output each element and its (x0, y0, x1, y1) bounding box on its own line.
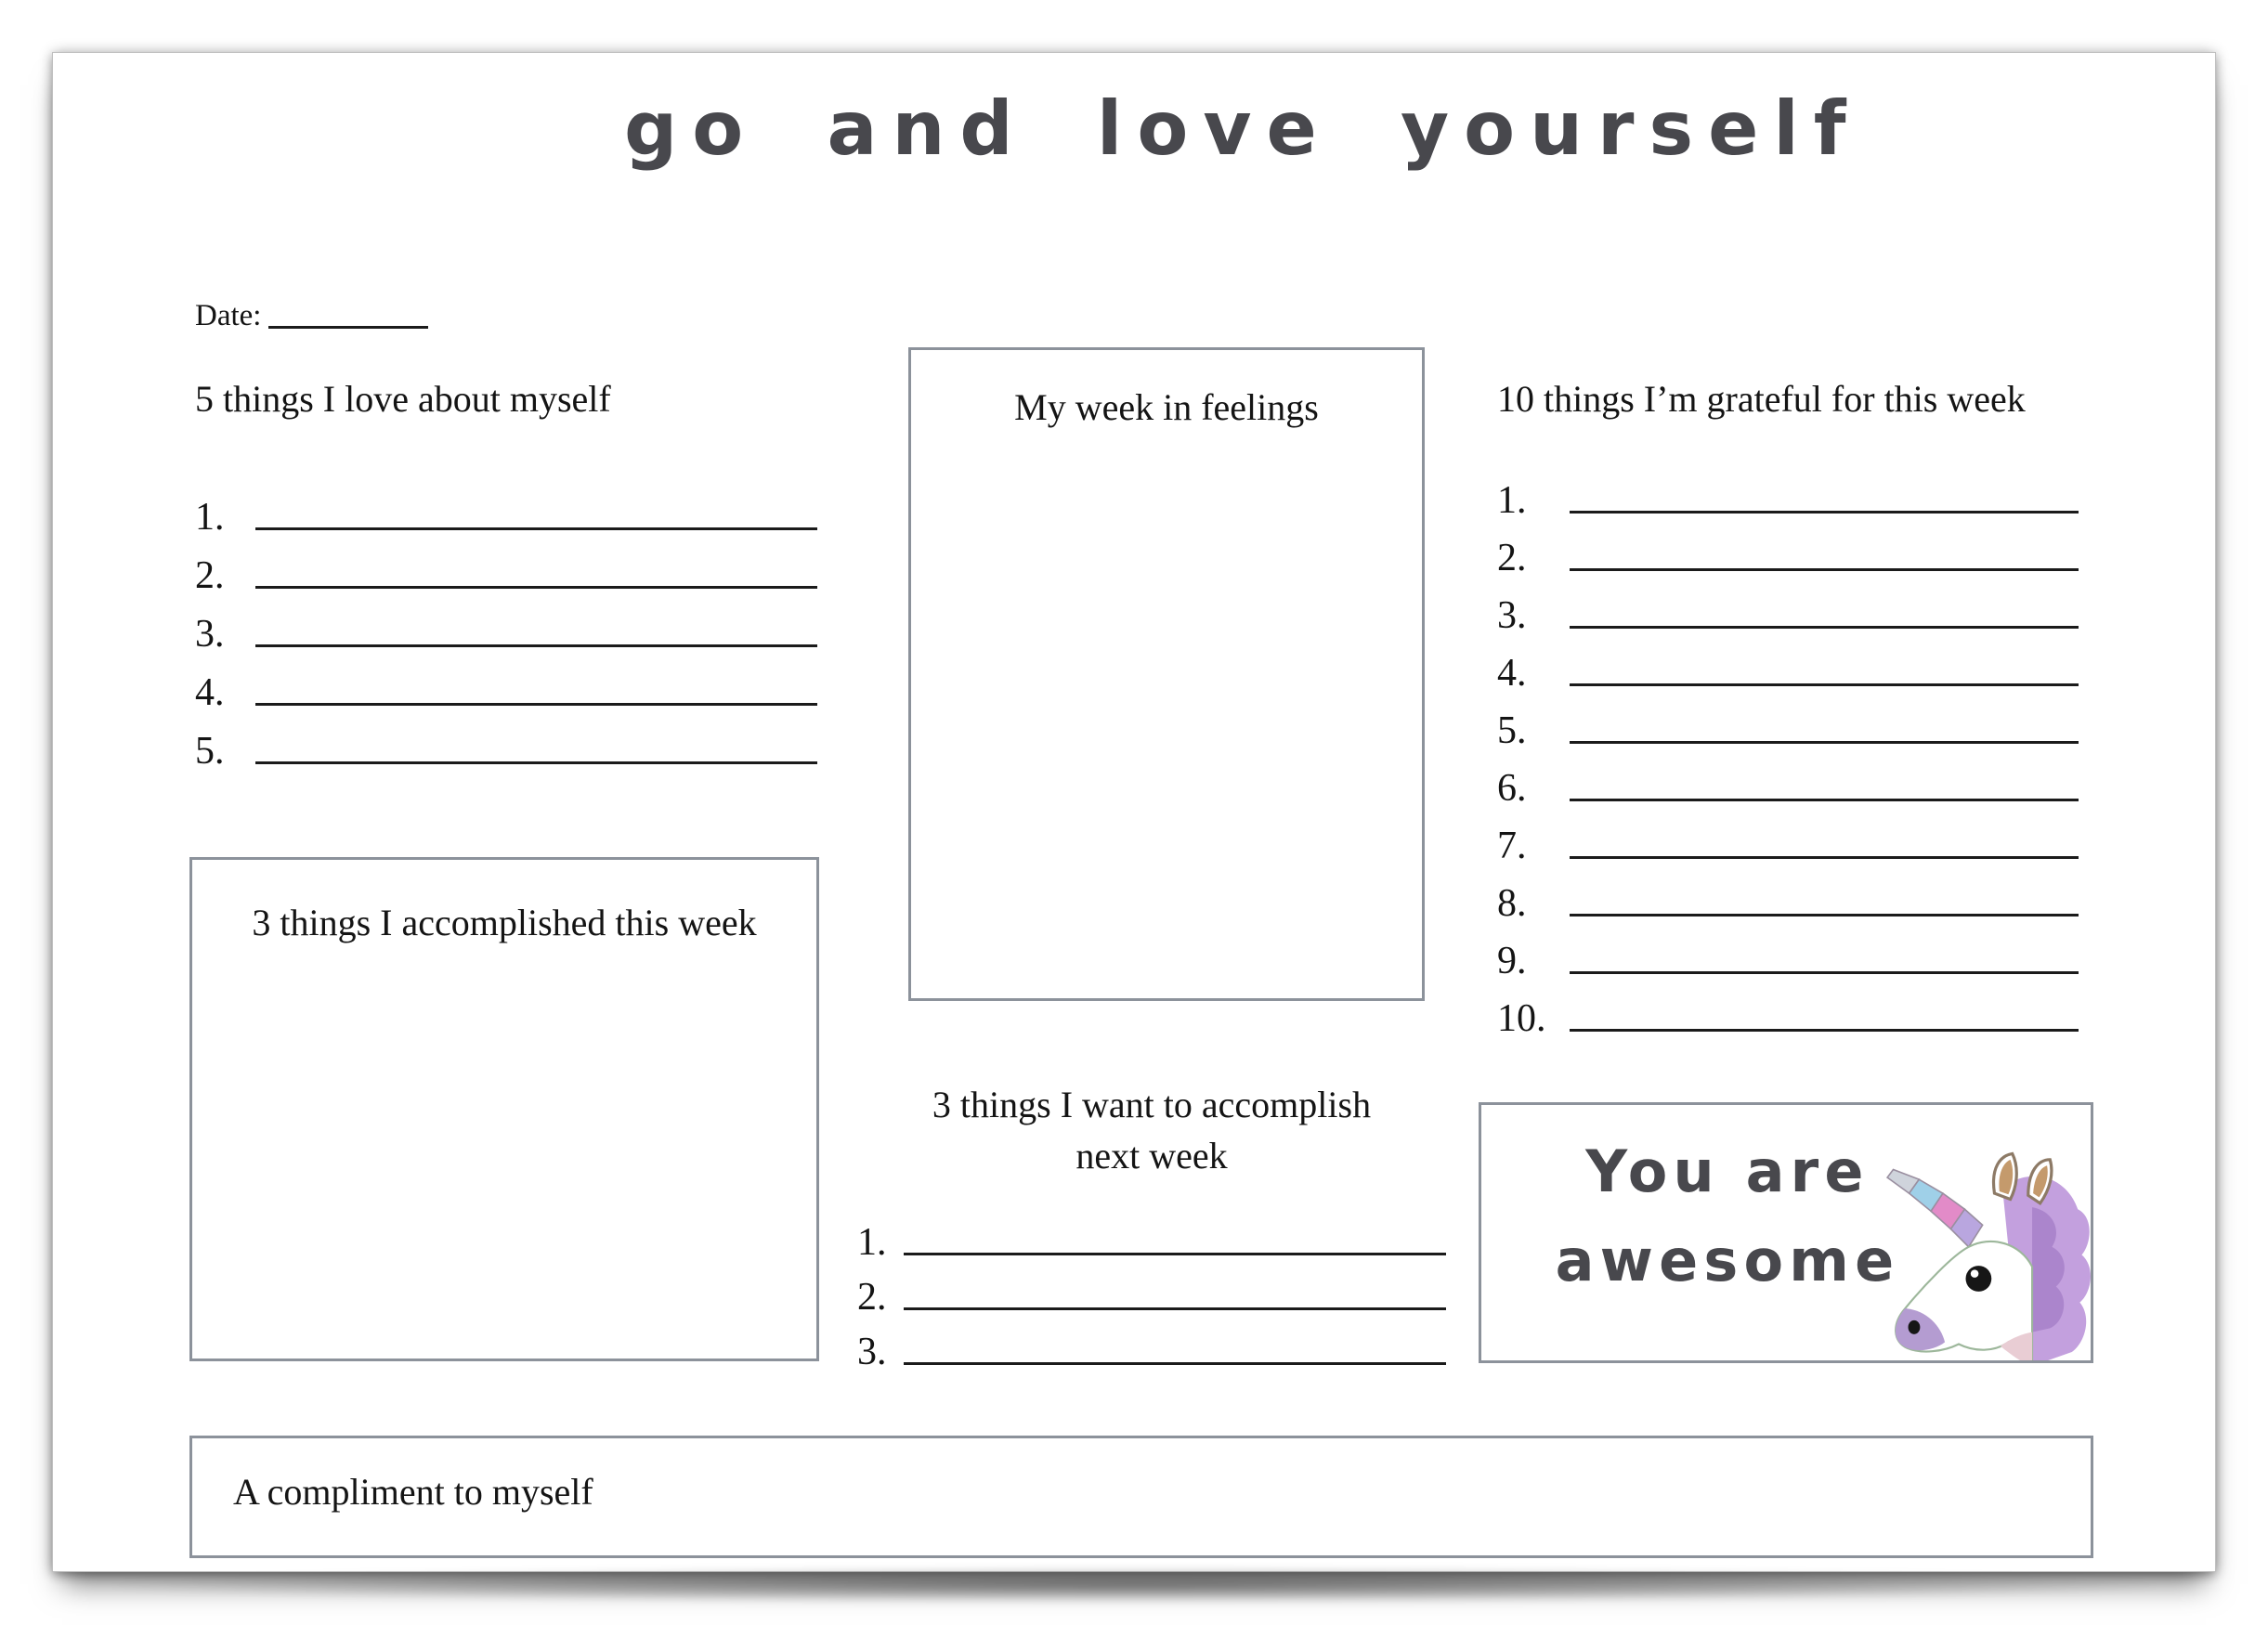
unicorn-icon (1881, 1148, 2093, 1363)
blank-line (1570, 914, 2079, 916)
grateful-list (1497, 462, 2079, 1038)
awesome-line2: awesome (1555, 1227, 1900, 1295)
next-week-heading-line1: 3 things I want to accomplish (932, 1084, 1372, 1125)
item-number: 7. (1497, 825, 1527, 867)
blank-line (1570, 1029, 2079, 1032)
blank-line (1570, 568, 2079, 571)
list-item (1497, 693, 2079, 750)
item-number: 8. (1497, 882, 1527, 925)
list-item (1497, 462, 2079, 520)
grateful-section-heading: 10 things I’m grateful for this week (1497, 378, 2026, 420)
blank-line (255, 644, 817, 647)
accomplished-heading: 3 things I accomplished this week (252, 902, 757, 943)
blank-line (1570, 626, 2079, 629)
list-item (857, 1317, 1446, 1372)
awesome-box (1479, 1102, 2093, 1363)
love-list (195, 478, 817, 771)
item-number: 1. (195, 496, 225, 539)
blank-line (904, 1307, 1446, 1310)
next-week-heading (873, 1079, 1430, 1181)
date-blank-line (268, 326, 428, 329)
blank-line (1570, 683, 2079, 686)
item-number: 5. (1497, 709, 1527, 752)
item-number: 4. (195, 671, 225, 714)
list-item (857, 1207, 1446, 1262)
compliment-heading: A compliment to myself (233, 1471, 593, 1513)
list-item (195, 654, 817, 712)
blank-line (255, 761, 817, 764)
item-number: 10. (1497, 997, 1546, 1040)
list-item (1497, 923, 2079, 981)
feelings-box (908, 347, 1425, 1001)
list-item (857, 1262, 1446, 1317)
item-number: 3. (857, 1331, 887, 1373)
blank-line (1570, 741, 2079, 744)
blank-line (1570, 971, 2079, 974)
list-item (1497, 578, 2079, 635)
feelings-heading: My week in feelings (1014, 386, 1319, 428)
blank-line (1570, 799, 2079, 801)
item-number: 1. (857, 1221, 887, 1264)
item-number: 2. (195, 554, 225, 597)
paper-shadow (111, 1567, 2157, 1603)
list-item (195, 537, 817, 595)
item-number: 2. (1497, 537, 1527, 579)
item-number: 1. (1497, 479, 1527, 522)
blank-line (255, 527, 817, 530)
item-number: 6. (1497, 767, 1527, 810)
blank-line (904, 1253, 1446, 1255)
love-section-heading: 5 things I love about myself (195, 378, 611, 420)
list-item (1497, 750, 2079, 808)
item-number: 5. (195, 730, 225, 773)
next-week-list (857, 1207, 1446, 1372)
list-item (1497, 865, 2079, 923)
list-item (1497, 520, 2079, 578)
list-item (195, 595, 817, 654)
item-number: 4. (1497, 652, 1527, 695)
list-item (195, 712, 817, 771)
item-number: 3. (195, 613, 225, 656)
date-label: Date: (195, 299, 262, 332)
item-number: 2. (857, 1276, 887, 1319)
awesome-line1: You are (1585, 1138, 1870, 1205)
list-item (195, 478, 817, 537)
page-title: go and love yourself (624, 85, 1861, 172)
blank-line (255, 703, 817, 706)
list-item (1497, 635, 2079, 693)
accomplished-box (189, 857, 819, 1361)
list-item (1497, 808, 2079, 865)
blank-line (1570, 511, 2079, 514)
blank-line (255, 586, 817, 589)
next-week-heading-line2: next week (1075, 1135, 1228, 1177)
item-number: 3. (1497, 594, 1527, 637)
date-field (195, 299, 428, 333)
blank-line (1570, 856, 2079, 859)
compliment-box (189, 1436, 2093, 1558)
item-number: 9. (1497, 940, 1527, 982)
blank-line (904, 1362, 1446, 1365)
list-item (1497, 981, 2079, 1038)
